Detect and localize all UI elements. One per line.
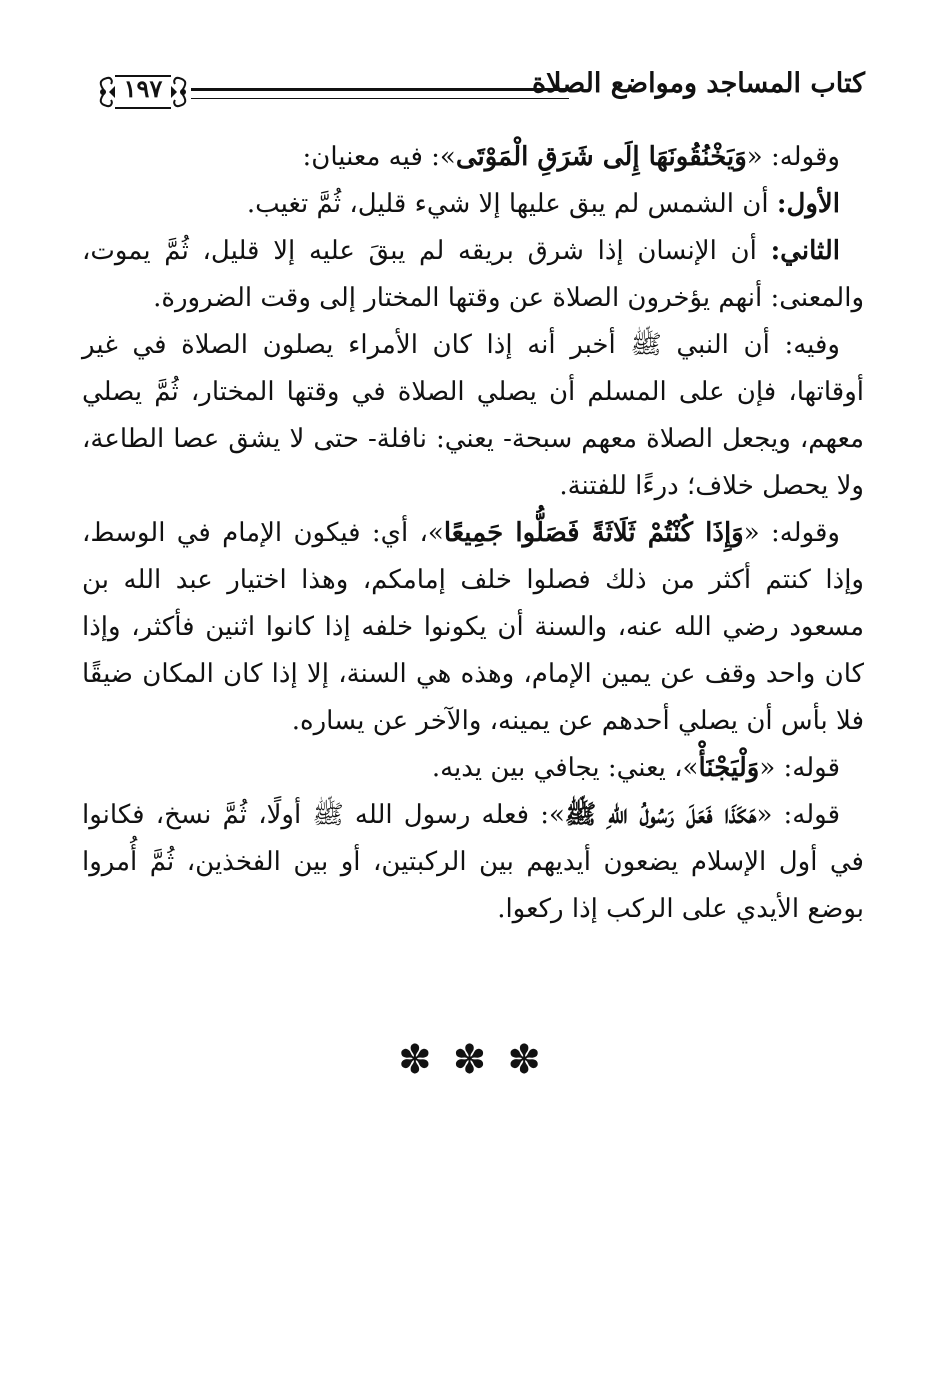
paragraph [82,228,864,322]
text-segment: وفيه: أن النبي ﷺ أخبر أنه إذا كان الأمراء يصلون الصلاة في غير أوقاتها، فإن على المسلم أن يصلي الصلاة في وقتها المختار، ثُمَّ يصلي معهم، ويجعل الصلاة معهم سبحة- يعني: نافلة- حتى لا يشق عصا الطاعة، ولا يحصل خلاف؛ درءًا للفتنة. [82,330,864,501]
paragraph [82,322,864,510]
hadith-quote: وَإِذَا كُنْتُمْ ثَلَاثَةً فَصَلُّوا جَمِيعًا [443,518,744,548]
chapter-title: كتاب المساجد ومواضع الصلاة [531,68,865,99]
page-number-badge [95,72,191,112]
section-end-ornament [0,1035,939,1085]
paragraph [82,134,864,181]
text-segment: »، يعني: يجافي بين يديه. [431,753,699,783]
text-segment: »: فعله رسول الله ﷺ أولًا، ثُمَّ نسخ، فكانوا في أول الإسلام يضعون أيديهم بين الركبتين، أو بين الفخذين، ثُمَّ أُمروا بوضع الأيدي على الركب إذا ركعوا. [82,800,864,924]
hadith-quote: وَلْيَجْنَأْ [698,753,760,783]
term-label: الثاني: [770,236,840,266]
ornament-star-icon: ✽ [452,1037,487,1083]
text-segment: أن الشمس لم يبق عليها إلا شيء قليل، ثُمَّ تغيب. [246,189,777,219]
hadith-quote: وَيَخْنُقُونَهَا إِلَى شَرَقِ الْمَوْتَى [455,142,747,172]
text-segment: وقوله: « [746,142,840,172]
hadith-quote: هَكَذَا فَعَلَ رَسُولُ اللهِ ﷺ [564,800,757,830]
text-segment: أن الإنسان إذا شرق بريقه لم يبقَ عليه إلا قليل، ثُمَّ يموت، والمعنى: أنهم يؤخرون الصلاة عن وقتها المختار إلى وقت الضرورة. [82,236,864,313]
text-segment: وقوله: « [743,518,840,548]
term-label: الأول: [776,189,840,219]
text-segment: »: فيه معنيان: [302,142,456,172]
body-text [82,134,864,933]
page-number: ١٩٧ [123,74,163,103]
paragraph [82,792,864,933]
text-segment: »، أي: فيكون الإمام في الوسط، وإذا كنتم أكثر من ذلك فصلوا خلف إمامكم، وهذا اختيار عبد الله بن مسعود رضي الله عنه، والسنة أن يكونوا خلفه إذا كانوا اثنين فأكثر، وإذا كان واحد وقف عن يمين الإمام، وهذه هي السنة، إلا إذا كان المكان ضيقًا فلا بأس أن يصلي أحدهم عن يمينه، والآخر عن يساره. [82,518,864,736]
ornament-star-icon: ✽ [398,1037,432,1083]
page-header [95,66,865,114]
paragraph [82,510,864,745]
ornament-star-icon: ✽ [507,1037,541,1083]
text-segment: قوله: « [756,800,841,830]
paragraph [82,745,864,792]
text-segment: قوله: « [759,753,840,783]
header-rule [191,88,569,99]
paragraph [82,181,864,228]
